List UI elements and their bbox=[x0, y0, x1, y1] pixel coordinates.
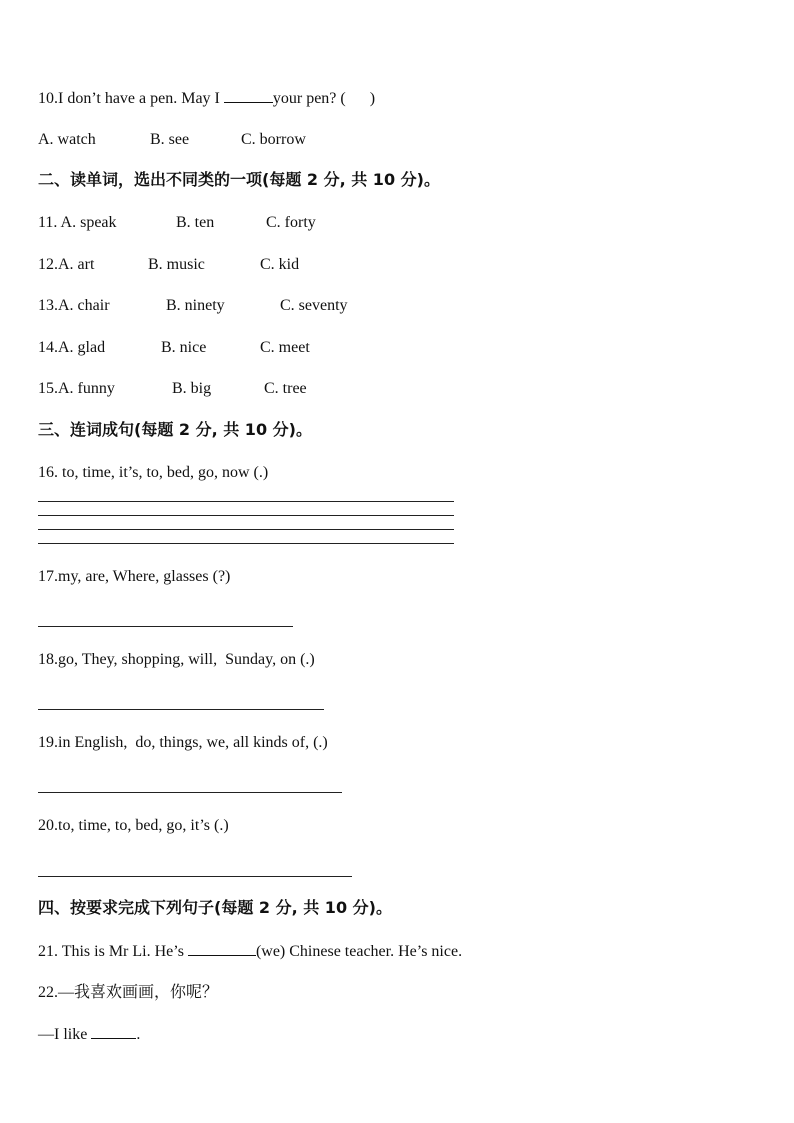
answer-line[interactable] bbox=[38, 876, 352, 877]
question-15-number: 15.A. funny bbox=[38, 380, 115, 397]
question-21 bbox=[38, 941, 462, 962]
option-c: C. meet bbox=[260, 339, 310, 356]
answer-blank[interactable] bbox=[188, 941, 256, 956]
answer-suffix: . bbox=[136, 1026, 141, 1043]
option-b: B. music bbox=[148, 256, 205, 273]
option-c: C. seventy bbox=[280, 297, 348, 314]
answer-line[interactable] bbox=[38, 709, 324, 710]
answer-blank[interactable] bbox=[91, 1024, 136, 1039]
answer-line[interactable] bbox=[38, 543, 454, 544]
option-a: A. watch bbox=[38, 131, 96, 148]
option-c: C. kid bbox=[260, 256, 300, 273]
option-b: B. ten bbox=[176, 214, 215, 231]
question-21-stem-end: (we) Chinese teacher. He’s nice. bbox=[255, 943, 463, 960]
answer-blank[interactable] bbox=[224, 88, 273, 103]
answer-line[interactable] bbox=[38, 515, 454, 516]
question-20: 20.to, time, to, bed, go, it’s (.) bbox=[38, 817, 229, 834]
question-10-stem-start: 10.I don’t have a pen. May I bbox=[38, 90, 224, 107]
answer-prefix: —I like bbox=[38, 1026, 92, 1043]
section-4-heading: 四、按要求完成下列句子(每题 2 分, 共 10 分)。 bbox=[38, 898, 392, 917]
question-11-number: 11. A. speak bbox=[38, 214, 117, 231]
question-12-number: 12.A. art bbox=[38, 256, 95, 273]
option-c: C. borrow bbox=[241, 131, 306, 148]
answer-line[interactable] bbox=[38, 626, 293, 627]
question-21-stem-start: 21. This is Mr Li. He’s bbox=[38, 943, 188, 960]
question-17: 17.my, are, Where, glasses (?) bbox=[38, 568, 231, 585]
section-3-heading: 三、连词成句(每题 2 分, 共 10 分)。 bbox=[38, 420, 312, 439]
answer-line[interactable] bbox=[38, 501, 454, 502]
option-b: B. nice bbox=[161, 339, 207, 356]
option-b: B. see bbox=[150, 131, 190, 148]
question-13-number: 13.A. chair bbox=[38, 297, 110, 314]
option-c: C. forty bbox=[266, 214, 316, 231]
question-18: 18.go, They, shopping, will, Sunday, on (.) bbox=[38, 651, 315, 668]
option-c: C. tree bbox=[264, 380, 307, 397]
question-19: 19.in English, do, things, we, all kinds of, (.) bbox=[38, 734, 328, 751]
section-2-heading: 二、读单词，选出不同类的一项(每题 2 分, 共 10 分)。 bbox=[38, 170, 440, 189]
question-10-stem-end: your pen? ( ) bbox=[272, 90, 376, 107]
question-22: 22.—我喜欢画画，你呢？ bbox=[38, 984, 219, 1001]
question-10 bbox=[38, 88, 375, 109]
question-14-number: 14.A. glad bbox=[38, 339, 106, 356]
question-16: 16. to, time, it’s, to, bed, go, now (.) bbox=[38, 464, 269, 481]
question-22-answer bbox=[38, 1024, 140, 1045]
answer-line[interactable] bbox=[38, 529, 454, 530]
answer-line[interactable] bbox=[38, 792, 342, 793]
option-b: B. big bbox=[172, 380, 212, 397]
option-b: B. ninety bbox=[166, 297, 225, 314]
